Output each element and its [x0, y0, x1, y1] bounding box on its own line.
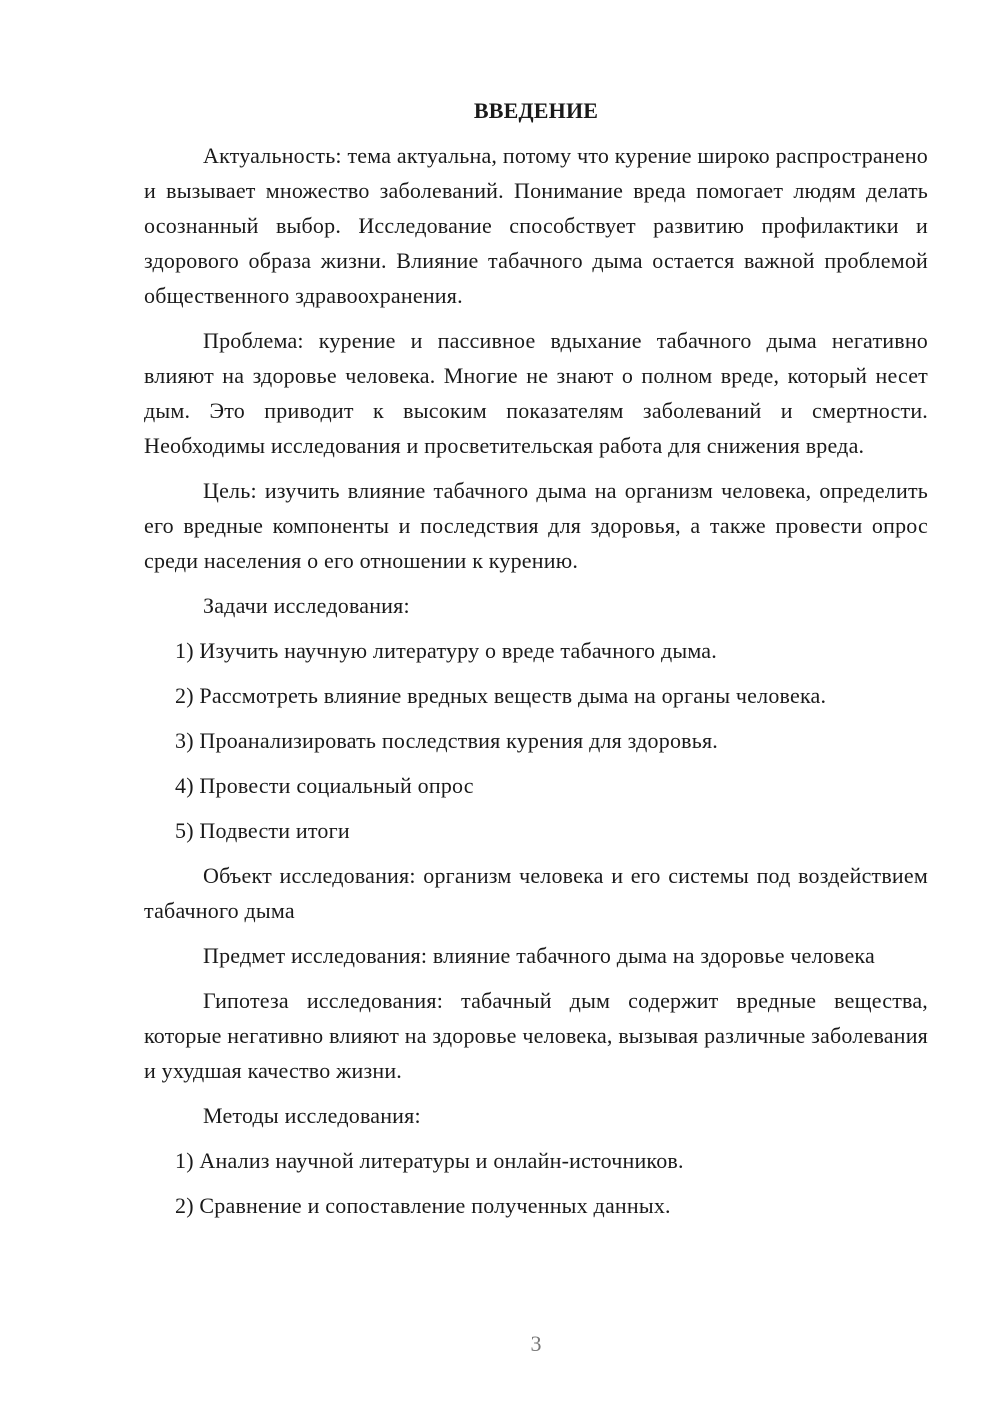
problem-paragraph: Проблема: курение и пассивное вдыхание табачного дыма негативно влияют на здоровье человека. Многие не знают о полном вреде, который несет дым. Это приводит к высоким показателям заболеваний и смертности. Необходимы исследования и просветительская работа для снижения вреда.: [144, 328, 928, 458]
page-number: 3: [530, 1331, 542, 1356]
task-item: 4) Провести социальный опрос: [175, 773, 474, 798]
method-item: 1) Анализ научной литературы и онлайн-источников.: [175, 1148, 684, 1173]
relevance-paragraph: Актуальность: тема актуальна, потому что курение широко распространено и вызывает множество заболеваний. Понимание вреда помогает людям делать осознанный выбор. Исследование способствует развитию профилактики и здорового образа жизни. Влияние табачного дыма остается важной проблемой общественного здравоохранения.: [144, 143, 928, 308]
subject-paragraph: Предмет исследования: влияние табачного дыма на здоровье человека: [203, 943, 875, 968]
task-item: 3) Проанализировать последствия курения для здоровья.: [175, 728, 718, 753]
tasks-list: [144, 633, 928, 848]
task-item: 2) Рассмотреть влияние вредных веществ дыма на органы человека.: [175, 683, 827, 708]
hypothesis-paragraph: Гипотеза исследования: табачный дым содержит вредные вещества, которые негативно влияют на здоровье человека, вызывая различные заболевания и ухудшая качество жизни.: [144, 988, 928, 1083]
page-content: [144, 96, 928, 1233]
methods-list: [144, 1143, 928, 1223]
methods-heading: Методы исследования:: [203, 1103, 421, 1128]
method-item: 2) Сравнение и сопоставление полученных данных.: [175, 1193, 671, 1218]
goal-paragraph: Цель: изучить влияние табачного дыма на организм человека, определить его вредные компоненты и последствия для здоровья, а также провести опрос среди населения о его отношении к курению.: [144, 478, 928, 573]
section-title: ВВЕДЕНИЕ: [473, 98, 599, 123]
task-item: 1) Изучить научную литературу о вреде табачного дыма.: [175, 638, 717, 663]
task-item: 5) Подвести итоги: [175, 818, 350, 843]
tasks-heading: Задачи исследования:: [203, 593, 410, 618]
object-paragraph: Объект исследования: организм человека и его системы под воздействием табачного дыма: [144, 863, 928, 923]
